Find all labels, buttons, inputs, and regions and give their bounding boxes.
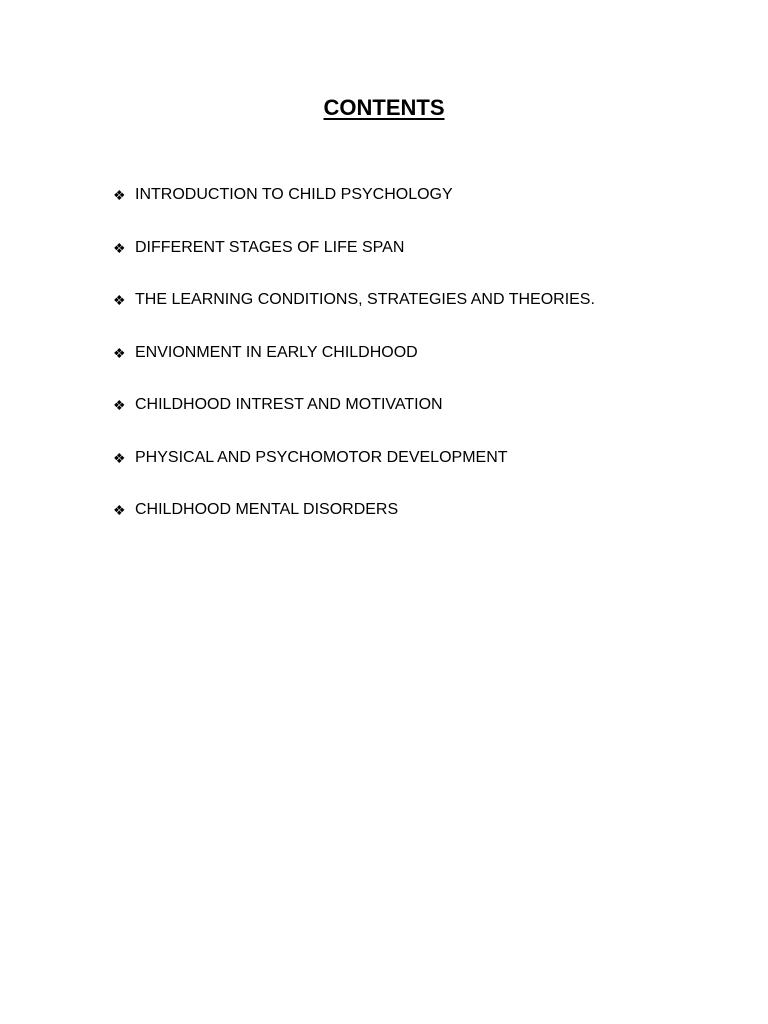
list-item-text: THE LEARNING CONDITIONS, STRATEGIES AND THEORIES. (135, 291, 595, 308)
list-item-text: INTRODUCTION TO CHILD PSYCHOLOGY (135, 186, 453, 203)
list-item (113, 499, 733, 521)
diamond-bullet-icon: ❖ (113, 397, 126, 413)
list-item (113, 342, 733, 364)
diamond-bullet-icon: ❖ (113, 187, 126, 203)
list-item-text: ENVIONMENT IN EARLY CHILDHOOD (135, 343, 418, 361)
list-item-text: DIFFERENT STAGES OF LIFE SPAN (135, 238, 405, 256)
list-item (113, 447, 733, 469)
diamond-bullet-icon: ❖ (113, 239, 126, 256)
diamond-bullet-icon: ❖ (113, 502, 126, 518)
diamond-bullet-icon: ❖ (113, 344, 126, 361)
list-item-text: CHILDHOOD MENTAL DISORDERS (135, 501, 399, 518)
list-item-text: PHYSICAL AND PSYCHOMOTOR DEVELOPMENT (135, 448, 508, 466)
list-item (113, 184, 733, 206)
page-title: CONTENTS (323, 95, 445, 120)
list-item-text: CHILDHOOD INTREST AND MOTIVATION (135, 396, 443, 413)
list-item (113, 394, 733, 416)
list-item (113, 237, 733, 259)
contents-list (113, 184, 733, 552)
diamond-bullet-icon: ❖ (113, 449, 126, 466)
list-item (113, 289, 733, 311)
diamond-bullet-icon: ❖ (113, 292, 126, 308)
